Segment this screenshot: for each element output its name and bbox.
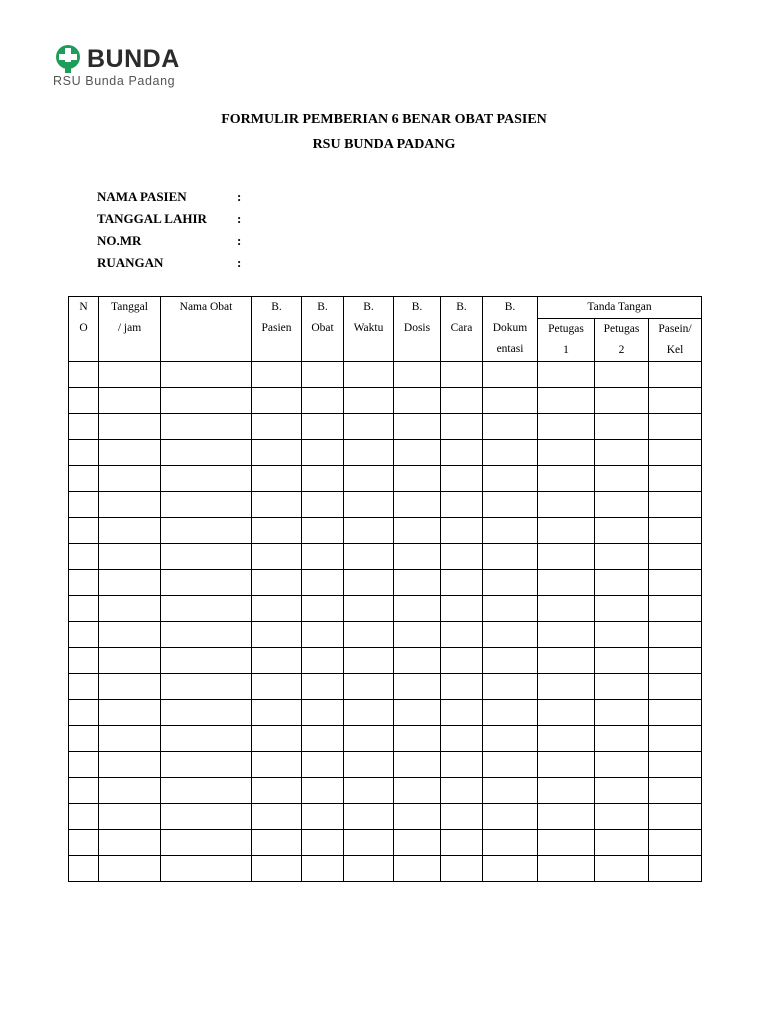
table-cell [649,648,702,674]
table-row [69,648,702,674]
table-cell [649,622,702,648]
table-cell [538,388,595,414]
table-cell [483,362,538,388]
table-cell [344,518,394,544]
table-cell [538,674,595,700]
table-cell [538,466,595,492]
table-cell [649,596,702,622]
table-cell [69,440,99,466]
table-row [69,726,702,752]
table-row [69,622,702,648]
table-cell [302,648,344,674]
table-cell [252,752,302,778]
table-cell [595,726,649,752]
patient-info [97,186,247,274]
info-colon: : [237,255,242,270]
table-cell [344,778,394,804]
table-cell [538,414,595,440]
table-cell [595,752,649,778]
table-cell [394,752,441,778]
table-cell [69,388,99,414]
table-cell [649,544,702,570]
table-cell [394,518,441,544]
table-cell [302,544,344,570]
header-b-dosis: B. Dosis [394,297,441,362]
table-cell [394,570,441,596]
header-tanggal: Tanggal / jam [99,297,161,362]
table-cell [69,518,99,544]
table-cell [483,856,538,882]
table-cell [441,648,483,674]
table-cell [302,388,344,414]
table-cell [394,414,441,440]
table-cell [161,414,252,440]
table-cell [394,700,441,726]
table-cell [161,362,252,388]
table-cell [344,726,394,752]
table-cell [161,518,252,544]
info-label: NAMA PASIEN [97,189,187,204]
table-cell [538,700,595,726]
table-cell [69,362,99,388]
table-cell [344,466,394,492]
header-nama-obat: Nama Obat [161,297,252,362]
table-cell [344,596,394,622]
header-pasien-kel: Pasein/ Kel [649,319,702,362]
table-row [69,830,702,856]
table-cell [252,440,302,466]
table-row [69,362,702,388]
table-cell [69,544,99,570]
table-cell [394,440,441,466]
table-cell [649,700,702,726]
table-cell [69,752,99,778]
table-cell [595,778,649,804]
table-cell [649,518,702,544]
table-cell [441,752,483,778]
header-b-obat: B. Obat [302,297,344,362]
table-cell [538,856,595,882]
table-cell [99,856,161,882]
table-cell [538,518,595,544]
table-cell [595,856,649,882]
table-cell [649,362,702,388]
table-cell [483,466,538,492]
table-row [69,492,702,518]
table-cell [69,492,99,518]
table-cell [595,648,649,674]
table-cell [302,440,344,466]
table-cell [538,778,595,804]
table-cell [161,492,252,518]
table-cell [483,648,538,674]
table-cell [161,778,252,804]
table-cell [161,440,252,466]
info-label: TANGGAL LAHIR [97,211,207,226]
table-cell [344,388,394,414]
table-cell [441,414,483,440]
table-cell [538,726,595,752]
table-cell [69,674,99,700]
table-cell [538,362,595,388]
table-cell [161,466,252,492]
info-row-nama [97,186,247,208]
header-b-pasien: B. Pasien [252,297,302,362]
header-no: N O [69,297,99,362]
table-cell [595,830,649,856]
table-cell [252,414,302,440]
table-cell [344,570,394,596]
table-cell [69,804,99,830]
table-cell [649,778,702,804]
table-cell [441,518,483,544]
table-cell [161,622,252,648]
table-cell [99,440,161,466]
table-cell [441,778,483,804]
table-cell [595,466,649,492]
table-cell [99,726,161,752]
table-cell [483,726,538,752]
table-row [69,414,702,440]
table-cell [595,414,649,440]
table-cell [302,830,344,856]
table-cell [252,492,302,518]
header-petugas-2: Petugas 2 [595,319,649,362]
table-cell [302,856,344,882]
table-cell [649,674,702,700]
table-cell [69,596,99,622]
table-cell [394,362,441,388]
logo-wordmark: BUNDA [87,45,180,73]
table-cell [99,830,161,856]
table-cell [595,544,649,570]
table-cell [69,700,99,726]
table-cell [344,804,394,830]
table-cell [69,778,99,804]
table-cell [99,622,161,648]
table-cell [99,414,161,440]
table-cell [344,830,394,856]
table-cell [161,648,252,674]
info-colon: : [237,233,242,248]
table-cell [649,804,702,830]
table-cell [99,596,161,622]
table-cell [483,570,538,596]
table-cell [302,674,344,700]
table-cell [69,570,99,596]
table-cell [69,648,99,674]
table-cell [302,752,344,778]
info-colon: : [237,211,242,226]
table-cell [302,622,344,648]
table-cell [252,466,302,492]
table-cell [483,544,538,570]
table-cell [99,778,161,804]
table-cell [99,570,161,596]
info-label: RUANGAN [97,255,164,270]
table-cell [394,596,441,622]
table-cell [595,492,649,518]
table-cell [252,570,302,596]
table-cell [394,778,441,804]
table-cell [538,492,595,518]
table-cell [483,674,538,700]
table-cell [483,440,538,466]
table-cell [252,804,302,830]
table-cell [483,830,538,856]
table-cell [441,596,483,622]
logo-subtitle: RSU Bunda Padang [53,74,176,88]
info-label: NO.MR [97,233,142,248]
table-cell [252,700,302,726]
header-tanda-tangan: Tanda Tangan [538,297,702,319]
table-cell [595,388,649,414]
table-cell [483,700,538,726]
table-cell [252,362,302,388]
table-cell [483,622,538,648]
medical-cross-icon [53,44,83,74]
table-cell [302,570,344,596]
table-cell [252,622,302,648]
table-cell [252,674,302,700]
table-row [69,674,702,700]
table-cell [649,726,702,752]
table-cell [441,622,483,648]
info-row-no-mr [97,230,247,252]
table-cell [344,622,394,648]
table-cell [344,856,394,882]
table-cell [99,700,161,726]
table-cell [344,440,394,466]
table-row [69,440,702,466]
table-cell [69,830,99,856]
table-cell [99,518,161,544]
table-cell [99,492,161,518]
table-cell [394,674,441,700]
table-cell [161,388,252,414]
table-cell [344,492,394,518]
table-cell [649,830,702,856]
table-cell [595,570,649,596]
table-cell [394,856,441,882]
table-cell [302,596,344,622]
table-cell [394,648,441,674]
table-cell [595,804,649,830]
table-cell [302,778,344,804]
table-cell [252,830,302,856]
table-cell [483,752,538,778]
info-colon: : [237,189,242,204]
header-b-cara: B. Cara [441,297,483,362]
table-cell [302,700,344,726]
table-row [69,596,702,622]
table-cell [394,804,441,830]
table-cell [441,674,483,700]
table-cell [649,414,702,440]
table-cell [441,804,483,830]
table-cell [302,414,344,440]
table-row [69,804,702,830]
medication-table [68,296,702,882]
table-cell [538,596,595,622]
table-cell [538,830,595,856]
table-row [69,518,702,544]
table-cell [649,388,702,414]
table-cell [595,700,649,726]
table-cell [252,648,302,674]
table-cell [538,570,595,596]
table-cell [649,466,702,492]
info-row-ruangan [97,252,247,274]
table-cell [69,856,99,882]
table-cell [394,544,441,570]
table-cell [394,388,441,414]
table-row [69,856,702,882]
table-cell [483,778,538,804]
table-cell [483,518,538,544]
table-cell [99,362,161,388]
table-row [69,466,702,492]
table-cell [344,544,394,570]
table-cell [595,674,649,700]
table-cell [252,388,302,414]
table-row [69,570,702,596]
table-cell [538,544,595,570]
table-cell [649,856,702,882]
info-row-tanggal-lahir [97,208,247,230]
table-cell [302,804,344,830]
table-cell [252,544,302,570]
table-cell [483,492,538,518]
table-row [69,778,702,804]
table-cell [252,518,302,544]
table-cell [161,830,252,856]
table-cell [161,752,252,778]
table-cell [649,570,702,596]
table-cell [394,830,441,856]
table-cell [302,466,344,492]
table-cell [344,674,394,700]
table-cell [441,570,483,596]
table-cell [69,622,99,648]
table-cell [99,648,161,674]
table-cell [302,492,344,518]
table-cell [344,648,394,674]
table-cell [538,804,595,830]
table-cell [441,544,483,570]
header-b-dokumentasi: B. Dokum entasi [483,297,538,362]
table-cell [441,388,483,414]
table-cell [595,622,649,648]
table-cell [99,752,161,778]
table-cell [344,362,394,388]
table-cell [441,726,483,752]
table-cell [538,622,595,648]
hospital-logo [53,44,180,88]
table-cell [595,518,649,544]
table-cell [344,752,394,778]
table-row [69,752,702,778]
hospital-title: RSU BUNDA PADANG [312,137,456,152]
table-cell [344,414,394,440]
table-cell [252,596,302,622]
table-cell [441,492,483,518]
table-cell [161,674,252,700]
table-cell [441,440,483,466]
table-cell [538,440,595,466]
table-cell [161,544,252,570]
table-cell [595,596,649,622]
table-cell [161,700,252,726]
table-cell [161,596,252,622]
table-cell [441,466,483,492]
table-cell [302,726,344,752]
table-cell [538,752,595,778]
table-cell [649,440,702,466]
header-b-waktu: B. Waktu [344,297,394,362]
table-row [69,388,702,414]
table-cell [99,466,161,492]
header-petugas-1: Petugas 1 [538,319,595,362]
table-cell [394,622,441,648]
table-cell [441,700,483,726]
table-cell [252,726,302,752]
table-cell [161,726,252,752]
table-cell [161,856,252,882]
table-cell [394,726,441,752]
table-cell [69,726,99,752]
table-cell [595,362,649,388]
table-cell [538,648,595,674]
table-cell [394,492,441,518]
table-cell [161,804,252,830]
table-cell [99,804,161,830]
table-row [69,544,702,570]
table-cell [649,492,702,518]
table-cell [483,388,538,414]
table-cell [69,466,99,492]
table-cell [344,700,394,726]
table-cell [649,752,702,778]
table-cell [441,830,483,856]
table-cell [483,804,538,830]
table-cell [595,440,649,466]
table-row [69,700,702,726]
table-cell [483,414,538,440]
table-cell [302,518,344,544]
table-cell [394,466,441,492]
table-cell [252,856,302,882]
table-cell [99,544,161,570]
table-cell [302,362,344,388]
table-cell [441,362,483,388]
header-row-top [69,297,702,319]
table-cell [99,674,161,700]
table-cell [441,856,483,882]
table-cell [161,570,252,596]
table-cell [69,414,99,440]
table-cell [483,596,538,622]
form-title: FORMULIR PEMBERIAN 6 BENAR OBAT PASIEN [221,112,547,127]
table-cell [99,388,161,414]
table-cell [252,778,302,804]
